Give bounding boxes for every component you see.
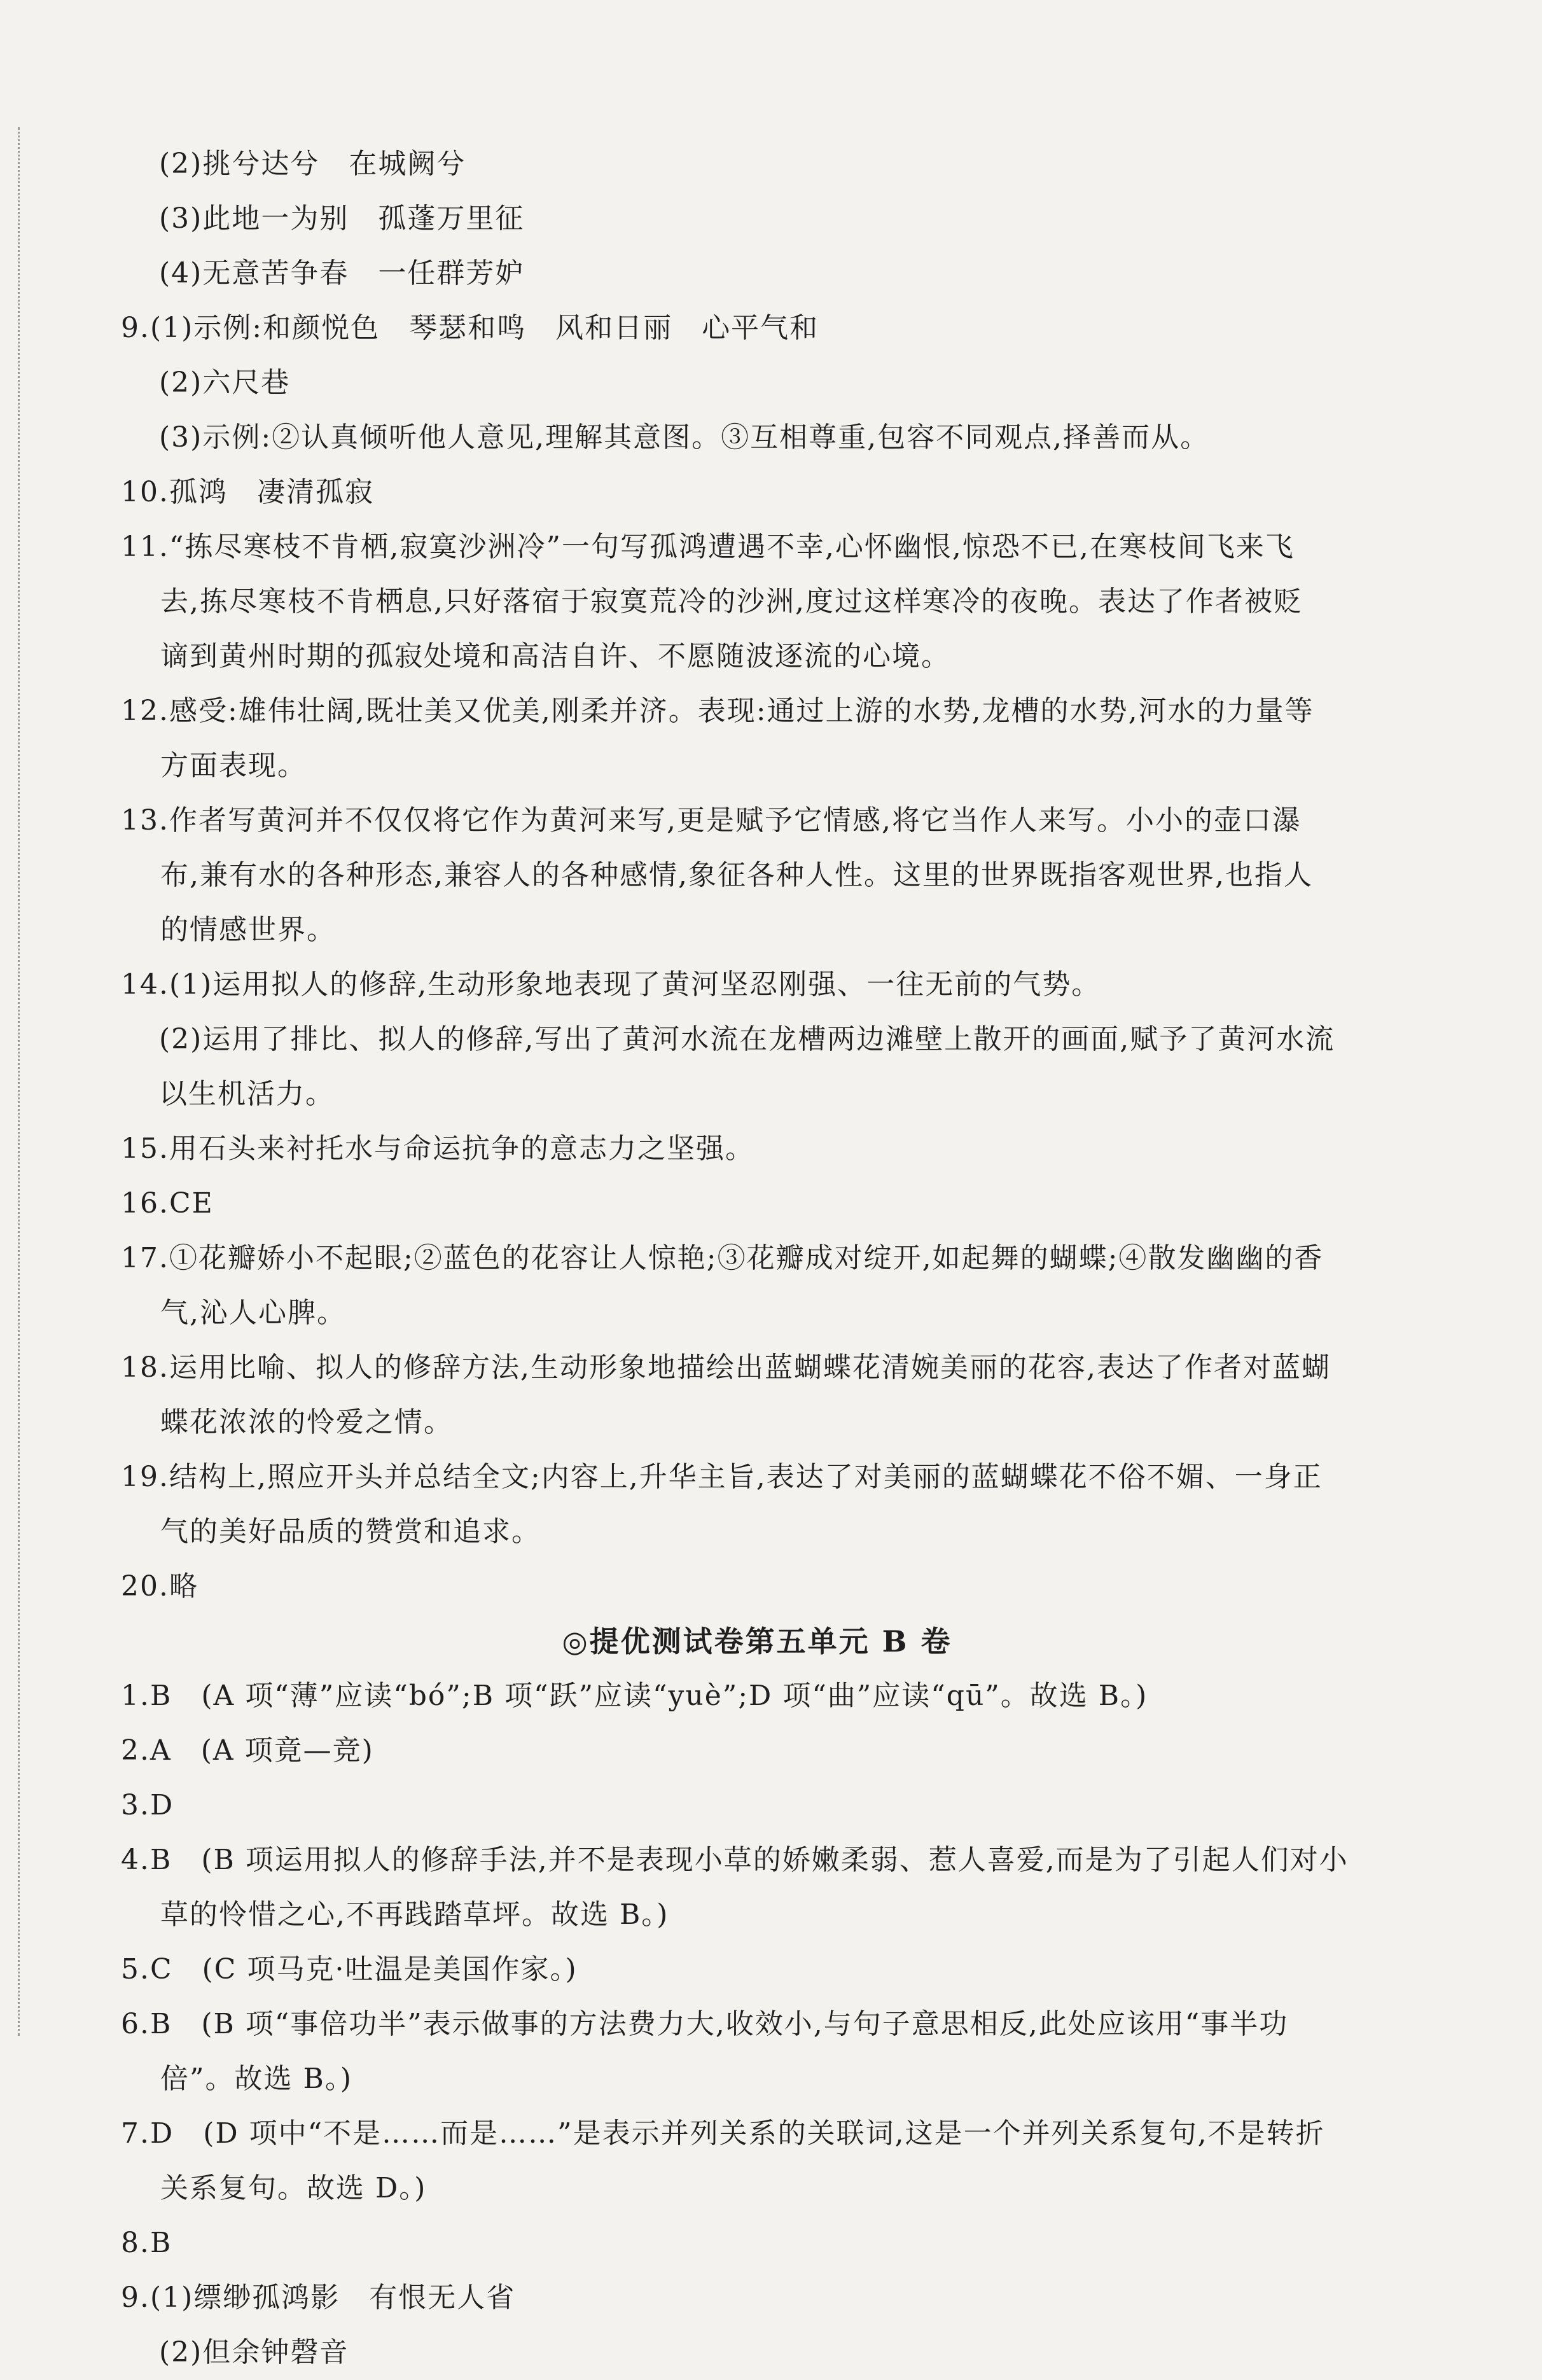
- answer-line: 以生机活力。: [159, 1078, 335, 1110]
- answer-line: 11.“拣尽寒枝不肯栖,寂寞沙洲冷”一句写孤鸿遭遇不幸,心怀幽恨,惊恐不已,在寒枝间飞来飞: [121, 531, 1295, 563]
- answer-line: 4.B (B 项运用拟人的修辞手法,并不是表现小草的娇嫩柔弱、惹人喜爱,而是为了引起人们对小: [121, 1844, 1349, 1876]
- binding-margin-line: [18, 127, 20, 2036]
- answer-line: 倍”。故选 B。): [160, 2063, 352, 2095]
- answer-line: 9.(1)示例:和颜悦色 琴瑟和鸣 风和日丽 心平气和: [121, 312, 819, 344]
- answer-line: 8.B: [121, 2227, 172, 2259]
- answer-line: 2.A (A 项竟—竞): [121, 1734, 374, 1767]
- answer-line: (2)但余钟磬音: [159, 2336, 349, 2369]
- answer-line: 气,沁人心脾。: [160, 1297, 346, 1329]
- answer-line: 20.略: [121, 1570, 198, 1603]
- answer-line: 草的怜惜之心,不再践踏草坪。故选 B。): [160, 1898, 669, 1931]
- answer-line: 9.(1)缥缈孤鸿影 有恨无人省: [121, 2281, 516, 2314]
- answer-line: 1.B (A 项“薄”应读“bó”;B 项“跃”应读“yuè”;D 项“曲”应读“qū”。故选 B。): [121, 1680, 1148, 1712]
- answer-line: 15.用石头来衬托水与命运抗争的意志力之坚强。: [121, 1132, 754, 1165]
- answer-line: 布,兼有水的各种形态,兼容人的各种感情,象征各种人性。这里的世界既指客观世界,也指人: [160, 859, 1313, 891]
- answer-line: 14.(1)运用拟人的修辞,生动形象地表现了黄河坚忍刚强、一往无前的气势。: [121, 968, 1101, 1001]
- section-title: ◎提优测试卷第五单元 B 卷: [562, 1624, 952, 1659]
- answer-line: 的情感世界。: [160, 914, 336, 946]
- answer-line: (2)运用了排比、拟人的修辞,写出了黄河水流在龙槽两边滩壁上散开的画面,赋予了黄河水流: [159, 1023, 1335, 1055]
- answer-line: 气的美好品质的赞赏和追求。: [160, 1515, 541, 1548]
- answer-key-body: [121, 137, 1393, 2380]
- answer-line: (3)此地一为别 孤蓬万里征: [159, 202, 525, 235]
- answer-line: 蝶花浓浓的怜爱之情。: [160, 1406, 453, 1438]
- answer-line: 13.作者写黄河并不仅仅将它作为黄河来写,更是赋予它情感,将它当作人来写。小小的壶口瀑: [121, 804, 1302, 837]
- answer-line: 去,拣尽寒枝不肯栖息,只好落宿于寂寞荒冷的沙洲,度过这样寒冷的夜晚。表达了作者被贬: [160, 585, 1303, 618]
- answer-line: 18.运用比喻、拟人的修辞方法,生动形象地描绘出蓝蝴蝶花清婉美丽的花容,表达了作者对蓝蝴: [121, 1351, 1331, 1384]
- answer-line: 16.CE: [121, 1187, 214, 1220]
- answer-line: 关系复句。故选 D。): [160, 2172, 427, 2204]
- answer-line: (4)无意苦争春 一任群芳妒: [159, 257, 525, 289]
- answer-line: 谪到黄州时期的孤寂处境和高洁自许、不愿随波逐流的心境。: [160, 640, 950, 672]
- answer-line: 6.B (B 项“事倍功半”表示做事的方法费力大,收效小,与句子意思相反,此处应该用“事半功: [121, 2008, 1289, 2040]
- answer-line: (2)六尺巷: [159, 366, 291, 399]
- answer-line: 7.D (D 项中“不是……而是……”是表示并列关系的关联词,这是一个并列关系复句,不是转折: [121, 2117, 1325, 2150]
- answer-line: 3.D: [121, 1789, 174, 1821]
- answer-line: 方面表现。: [160, 749, 307, 782]
- answer-line: (3)示例:②认真倾听他人意见,理解其意图。③互相尊重,包容不同观点,择善而从。: [159, 421, 1210, 454]
- answer-line: 12.感受:雄伟壮阔,既壮美又优美,刚柔并济。表现:通过上游的水势,龙槽的水势,河水的力量等: [121, 695, 1314, 727]
- answer-line: 17.①花瓣娇小不起眼;②蓝色的花容让人惊艳;③花瓣成对绽开,如起舞的蝴蝶;④散发幽幽的香: [121, 1242, 1324, 1274]
- answer-line: 19.结构上,照应开头并总结全文;内容上,升华主旨,表达了对美丽的蓝蝴蝶花不俗不媚、一身正: [121, 1461, 1323, 1493]
- answer-line: 5.C (C 项马克·吐温是美国作家。): [121, 1953, 578, 1986]
- answer-line: 10.孤鸿 凄清孤寂: [121, 476, 374, 508]
- answer-line: (2)挑兮达兮 在城阙兮: [159, 148, 466, 180]
